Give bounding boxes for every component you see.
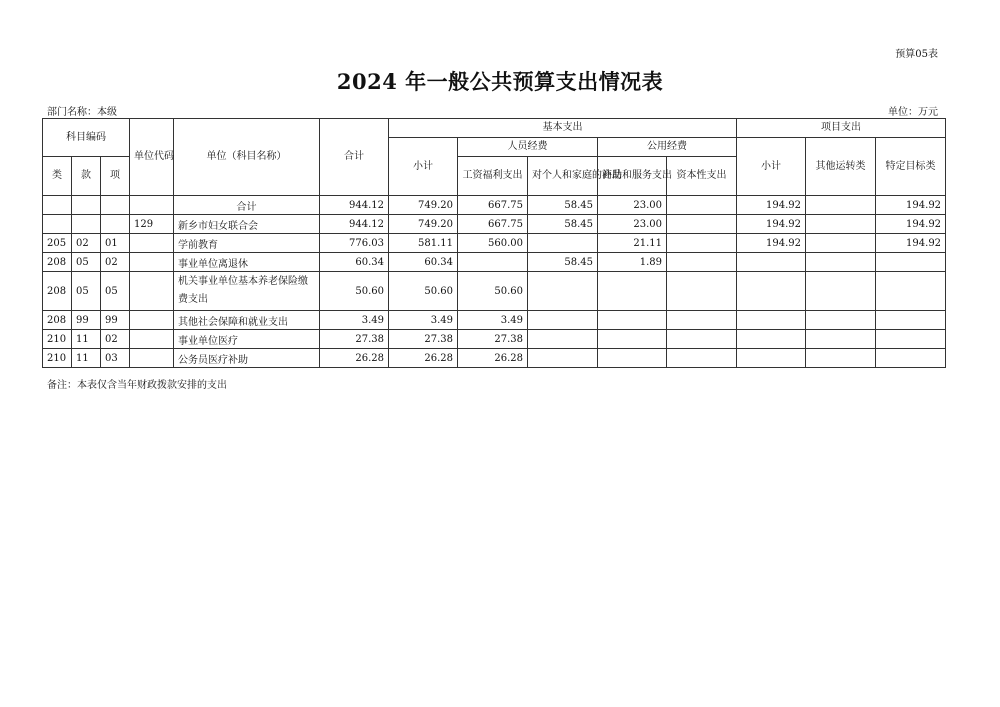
cell-xiang: 99 [101,311,130,330]
cell-specific: 194.92 [876,234,946,253]
cell-xiang: 02 [101,330,130,349]
header-other-operations: 其他运转类 [806,138,876,196]
table-row [43,349,946,368]
cell-specific: 194.92 [876,196,946,215]
header-unit-code: 单位代码 [130,119,174,196]
cell-total: 60.34 [320,253,389,272]
cell-kuan: 05 [72,272,101,311]
cell-basic-subtotal: 581.11 [389,234,458,253]
cell-basic-subtotal: 749.20 [389,215,458,234]
header-wages: 工资福利支出 [458,157,528,196]
table-row [43,234,946,253]
cell-kuan [72,196,101,215]
cell-capital [667,234,737,253]
cell-lei: 210 [43,330,72,349]
cell-xiang [101,196,130,215]
cell-total: 3.49 [320,311,389,330]
table-row [43,196,946,215]
cell-subsidies [528,311,598,330]
header-lei: 类 [43,157,72,196]
cell-other-ops [806,272,876,311]
cell-kuan: 11 [72,349,101,368]
table-row [43,215,946,234]
cell-total: 944.12 [320,196,389,215]
cell-project-subtotal: 194.92 [737,215,806,234]
cell-unit-code [130,272,174,311]
cell-name: 新乡市妇女联合会 [174,215,320,234]
budget-table [42,118,946,368]
cell-kuan [72,215,101,234]
table-row [43,330,946,349]
cell-unit-code [130,234,174,253]
cell-name: 机关事业单位基本养老保险缴费支出 [174,272,320,311]
table-row [43,272,946,311]
cell-name: 学前教育 [174,234,320,253]
cell-goods: 23.00 [598,215,667,234]
cell-name: 公务员医疗补助 [174,349,320,368]
cell-capital [667,215,737,234]
cell-capital [667,311,737,330]
cell-project-subtotal: 194.92 [737,234,806,253]
header-project-subtotal: 小计 [737,138,806,196]
cell-basic-subtotal: 3.49 [389,311,458,330]
cell-goods [598,349,667,368]
cell-project-subtotal [737,272,806,311]
cell-kuan: 02 [72,234,101,253]
cell-total: 27.38 [320,330,389,349]
header-project-expenditure: 项目支出 [737,119,946,138]
cell-project-subtotal [737,330,806,349]
cell-kuan: 11 [72,330,101,349]
cell-lei [43,215,72,234]
cell-subsidies [528,272,598,311]
cell-total: 26.28 [320,349,389,368]
header-basic-subtotal: 小计 [389,138,458,196]
cell-unit-code: 129 [130,215,174,234]
cell-specific [876,253,946,272]
cell-project-subtotal: 194.92 [737,196,806,215]
cell-project-subtotal [737,311,806,330]
cell-unit-code [130,196,174,215]
cell-capital [667,253,737,272]
cell-other-ops [806,311,876,330]
cell-lei: 208 [43,311,72,330]
cell-capital [667,330,737,349]
cell-goods: 23.00 [598,196,667,215]
department-label: 部门名称：本级 [47,107,117,118]
cell-wages: 50.60 [458,272,528,311]
header-basic-expenditure: 基本支出 [389,119,737,138]
cell-specific: 194.92 [876,215,946,234]
header-goods-services: 商品和服务支出 [598,157,667,196]
cell-wages: 26.28 [458,349,528,368]
header-unit-name: 单位（科目名称） [174,119,320,196]
cell-lei: 205 [43,234,72,253]
cell-project-subtotal [737,349,806,368]
cell-wages: 560.00 [458,234,528,253]
header-xiang: 项 [101,157,130,196]
cell-goods [598,272,667,311]
cell-subsidies: 58.45 [528,196,598,215]
cell-total: 944.12 [320,215,389,234]
cell-xiang: 05 [101,272,130,311]
header-personnel-funds: 人员经费 [458,138,598,157]
cell-wages: 667.75 [458,215,528,234]
cell-basic-subtotal: 749.20 [389,196,458,215]
table-row [43,253,946,272]
cell-other-ops [806,253,876,272]
cell-unit-code [130,253,174,272]
cell-subsidies [528,349,598,368]
cell-xiang: 02 [101,253,130,272]
cell-basic-subtotal: 50.60 [389,272,458,311]
cell-wages: 667.75 [458,196,528,215]
cell-wages: 27.38 [458,330,528,349]
cell-basic-subtotal: 60.34 [389,253,458,272]
cell-name: 事业单位医疗 [174,330,320,349]
cell-other-ops [806,196,876,215]
cell-other-ops [806,330,876,349]
cell-other-ops [806,234,876,253]
cell-specific [876,311,946,330]
footnote: 备注：本表仅含当年财政拨款安排的支出 [47,380,227,391]
form-number: 预算05表 [895,49,938,60]
cell-capital [667,272,737,311]
cell-xiang [101,215,130,234]
page-title: 2024 年一般公共预算支出情况表 [336,69,664,94]
cell-subsidies: 58.45 [528,253,598,272]
header-subject-code: 科目编码 [43,119,130,157]
table-row [43,311,946,330]
cell-lei [43,196,72,215]
cell-goods [598,330,667,349]
cell-xiang: 03 [101,349,130,368]
cell-capital [667,349,737,368]
cell-total: 776.03 [320,234,389,253]
cell-unit-code [130,349,174,368]
cell-basic-subtotal: 26.28 [389,349,458,368]
cell-capital [667,196,737,215]
cell-goods: 21.11 [598,234,667,253]
cell-lei: 210 [43,349,72,368]
cell-specific [876,330,946,349]
cell-name: 其他社会保障和就业支出 [174,311,320,330]
cell-basic-subtotal: 27.38 [389,330,458,349]
cell-kuan: 05 [72,253,101,272]
cell-project-subtotal [737,253,806,272]
unit-label: 单位：万元 [888,107,938,118]
header-kuan: 款 [72,157,101,196]
cell-other-ops [806,349,876,368]
cell-total: 50.60 [320,272,389,311]
cell-name: 事业单位离退休 [174,253,320,272]
cell-subsidies: 58.45 [528,215,598,234]
cell-unit-code [130,311,174,330]
cell-lei: 208 [43,253,72,272]
cell-kuan: 99 [72,311,101,330]
cell-other-ops [806,215,876,234]
cell-unit-code [130,330,174,349]
header-capital: 资本性支出 [667,157,737,196]
cell-specific [876,272,946,311]
header-total: 合计 [320,119,389,196]
cell-specific [876,349,946,368]
cell-wages [458,253,528,272]
cell-lei: 208 [43,272,72,311]
header-subsidies: 对个人和家庭的补助 [528,157,598,196]
cell-wages: 3.49 [458,311,528,330]
header-specific-targets: 特定目标类 [876,138,946,196]
cell-subsidies [528,330,598,349]
cell-xiang: 01 [101,234,130,253]
cell-name: 合计 [174,196,320,215]
cell-goods [598,311,667,330]
cell-goods: 1.89 [598,253,667,272]
cell-subsidies [528,234,598,253]
header-public-funds: 公用经费 [598,138,737,157]
